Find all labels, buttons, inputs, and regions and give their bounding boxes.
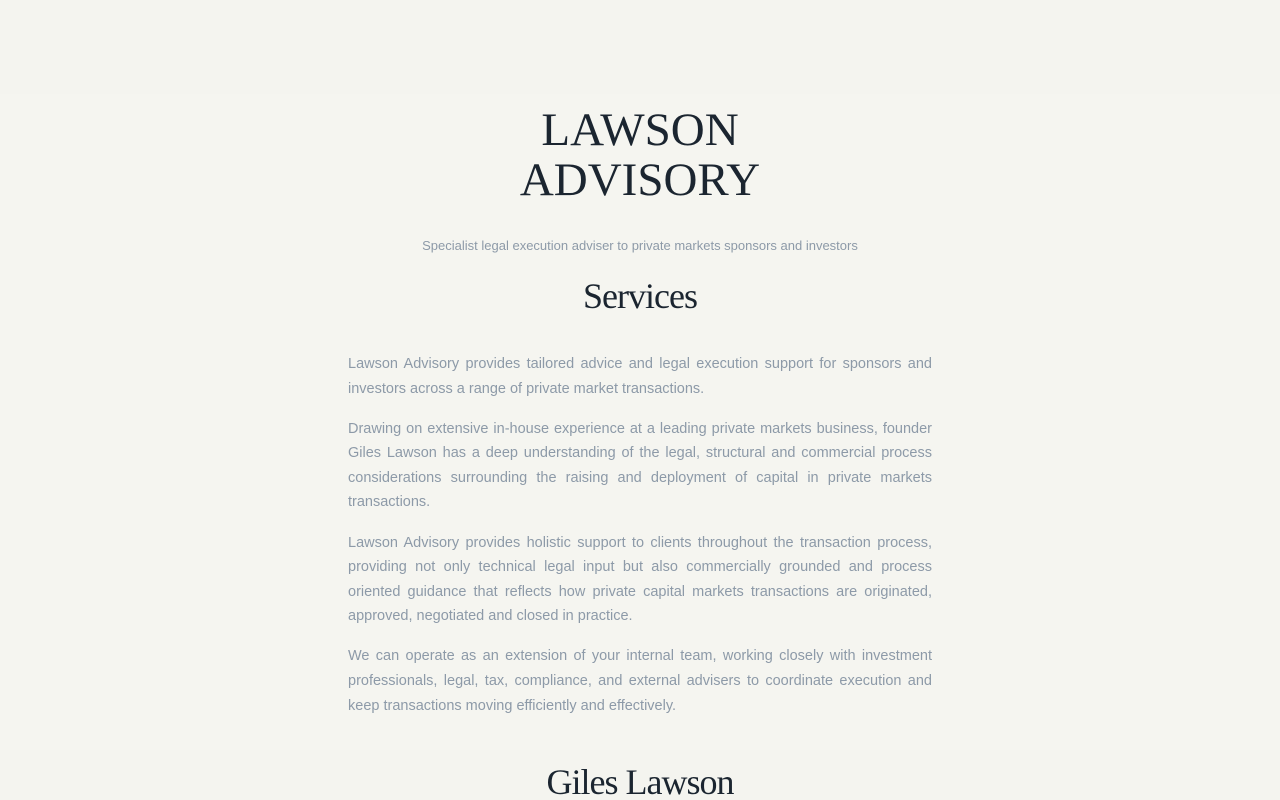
services-paragraph-4: We can operate as an extension of your internal team, working closely with investment professionals, legal, tax, compliance, and external advisers to coordinate execution and keep transactions moving efficiently and effectively. — [348, 648, 932, 714]
founder-heading: Giles Lawson — [546, 762, 734, 800]
services-paragraph-3: Lawson Advisory provides holistic support to clients throughout the transaction process, providing not only technical legal input but also commercially grounded and process oriented guidance that reflects how private capital markets transactions are originated, approved, negotiated and closed in practice. — [348, 534, 932, 625]
brand-line-2: ADVISORY — [519, 154, 761, 206]
brand-logo-text — [0, 105, 1280, 205]
top-band — [0, 0, 1280, 94]
tagline: Specialist legal execution adviser to private markets sponsors and investors — [422, 238, 858, 253]
brand-line-1: LAWSON — [541, 104, 739, 156]
services-body — [348, 352, 932, 734]
services-heading: Services — [583, 276, 697, 316]
services-paragraph-1: Lawson Advisory provides tailored advice and legal execution support for sponsors and investors across a range of private market transactions. — [348, 356, 932, 397]
services-paragraph-2: Drawing on extensive in-house experience at a leading private markets business, founder Giles Lawson has a deep understanding of the legal, structural and commercial process considerations surrounding the raising and deployment of capital in private markets transactions. — [348, 420, 932, 511]
